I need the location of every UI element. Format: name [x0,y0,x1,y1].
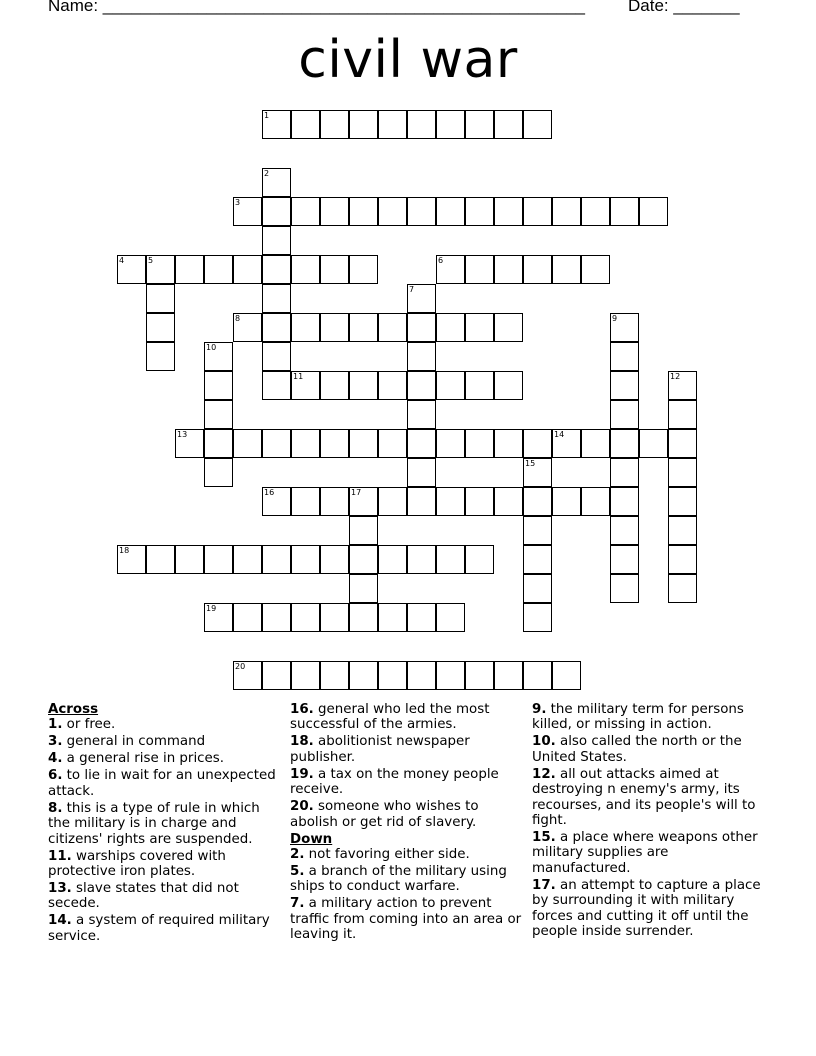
clue-item [48,849,280,880]
grid-cell[interactable] [320,429,349,458]
clue-item [290,864,522,895]
grid-cell[interactable] [291,197,320,226]
clue-number: 13. [48,881,72,897]
clue-number: 17. [532,877,556,893]
grid-cell[interactable] [465,110,494,139]
grid-cell[interactable] [465,487,494,516]
grid-cell[interactable] [349,371,378,400]
grid-cell[interactable] [407,342,436,371]
grid-cell[interactable] [407,197,436,226]
grid-cell[interactable] [668,516,697,545]
grid-cell[interactable] [407,313,436,342]
grid-cell[interactable] [349,197,378,226]
clue-text: to lie in wait for an unexpected attack. [48,768,276,799]
clue-text: a tax on the money people receive. [290,766,499,798]
grid-cell[interactable] [233,255,262,284]
grid-cell[interactable] [291,603,320,632]
clue-text: a branch of the military using ships to conduct warfare. [290,864,507,895]
grid-cell[interactable] [407,458,436,487]
grid-cell[interactable] [494,197,523,226]
clue-text: this is a type of rule in which the military is in charge and citizens' rights are suspended. [48,800,260,847]
clue-number: 20. [290,799,314,815]
clue-number-label: 11 [293,372,304,381]
down-heading: Down [290,831,333,847]
grid-cell[interactable] [668,458,697,487]
clue-number-label: 15 [525,459,536,468]
clue-item [290,799,522,830]
clue-number: 5. [290,864,305,880]
grid-cell[interactable] [262,197,291,226]
grid-cell[interactable] [436,545,465,574]
grid-cell[interactable] [233,603,262,632]
grid-cell[interactable] [610,458,639,487]
grid-cell[interactable] [610,574,639,603]
grid-cell[interactable] [465,197,494,226]
grid-cell[interactable] [523,603,552,632]
grid-cell[interactable] [262,603,291,632]
grid-cell[interactable] [668,574,697,603]
clue-number-label: 19 [206,604,217,613]
grid-cell[interactable] [320,255,349,284]
clue-number-label: 12 [670,372,681,381]
grid-cell[interactable] [262,226,291,255]
clue-item [290,702,522,733]
grid-cell[interactable] [262,313,291,342]
name-field-label: Name: ___________________________________________________ [48,0,585,15]
grid-cell[interactable] [349,545,378,574]
grid-cell[interactable] [291,255,320,284]
grid-cell[interactable] [378,371,407,400]
clue-number: 1. [48,717,63,733]
grid-cell[interactable] [465,429,494,458]
clue-number-label: 16 [264,488,275,497]
grid-cell[interactable] [262,284,291,313]
clue-item [290,767,522,798]
clue-item [48,768,280,799]
clue-item [48,913,280,944]
grid-cell[interactable] [204,400,233,429]
grid-cell[interactable] [262,545,291,574]
grid-cell[interactable] [291,313,320,342]
grid-cell[interactable] [494,487,523,516]
grid-cell[interactable] [581,487,610,516]
grid-cell[interactable] [175,255,204,284]
grid-cell[interactable] [494,371,523,400]
grid-cell[interactable] [494,313,523,342]
grid-cell[interactable] [291,429,320,458]
clue-number: 16. [290,702,314,717]
grid-cell[interactable] [552,487,581,516]
grid-cell[interactable] [320,197,349,226]
clue-text: also called the north or the United States. [532,734,742,765]
clue-number: 18. [290,734,314,750]
grid-cell[interactable] [320,313,349,342]
grid-cell[interactable] [610,487,639,516]
grid-cell[interactable] [262,429,291,458]
grid-cell[interactable] [668,429,697,458]
grid-cell[interactable] [639,429,668,458]
grid-cell[interactable] [378,487,407,516]
clue-number: 4. [48,751,63,767]
clue-number: 7. [290,896,305,912]
grid-cell[interactable] [407,429,436,458]
across-heading: Across [48,702,99,717]
grid-cell[interactable] [407,110,436,139]
grid-cell[interactable] [378,661,407,690]
clue-text: a military action to prevent traffic from coming into an area or leaving it. [290,896,522,943]
grid-cell[interactable] [610,545,639,574]
grid-cell[interactable] [262,371,291,400]
grid-cell[interactable] [262,255,291,284]
grid-cell[interactable] [204,371,233,400]
grid-cell[interactable] [146,342,175,371]
grid-cell[interactable] [320,545,349,574]
grid-cell[interactable] [349,574,378,603]
grid-cell[interactable] [291,545,320,574]
clue-column-2 [290,702,522,944]
grid-cell[interactable] [204,545,233,574]
clue-number-label: 7 [409,285,415,294]
clue-number-label: 6 [438,256,444,265]
clue-item [48,801,280,847]
grid-cell[interactable] [552,197,581,226]
grid-cell[interactable] [146,545,175,574]
grid-cell[interactable] [436,197,465,226]
grid-cell[interactable] [494,110,523,139]
grid-cell[interactable] [465,371,494,400]
grid-cell[interactable] [378,110,407,139]
grid-cell[interactable] [436,110,465,139]
clue-number-label: 4 [119,256,125,265]
clue-number: 10. [532,734,556,750]
grid-cell[interactable] [204,255,233,284]
clue-item [48,734,280,749]
clue-number: 11. [48,848,72,864]
clue-text: slave states that did not secede. [48,881,239,912]
clue-number: 12. [532,766,556,782]
clue-text: someone who wishes to abolish or get rid of slavery. [290,799,479,830]
grid-cell[interactable] [436,429,465,458]
grid-cell[interactable] [378,603,407,632]
clue-item [532,702,768,733]
grid-cell[interactable] [349,110,378,139]
grid-cell[interactable] [146,313,175,342]
clue-item [532,767,768,829]
grid-cell[interactable] [291,487,320,516]
grid-cell[interactable] [349,429,378,458]
grid-cell[interactable] [465,661,494,690]
grid-cell[interactable] [407,661,436,690]
grid-cell[interactable] [233,545,262,574]
grid-cell[interactable] [668,487,697,516]
puzzle-title: civil war [298,30,518,90]
clue-number-label: 8 [235,314,241,323]
grid-cell[interactable] [523,197,552,226]
grid-cell[interactable] [320,661,349,690]
grid-cell[interactable] [465,313,494,342]
grid-cell[interactable] [436,661,465,690]
grid-cell[interactable] [523,574,552,603]
grid-cell[interactable] [175,545,204,574]
grid-cell[interactable] [291,110,320,139]
grid-cell[interactable] [494,429,523,458]
clue-number: 2. [290,847,305,863]
grid-cell[interactable] [233,429,262,458]
grid-cell[interactable] [407,603,436,632]
clue-item [48,751,280,766]
grid-cell[interactable] [552,661,581,690]
grid-cell[interactable] [668,400,697,429]
grid-cell[interactable] [349,255,378,284]
grid-cell[interactable] [465,545,494,574]
grid-cell[interactable] [204,458,233,487]
clue-number: 9. [532,702,547,717]
grid-cell[interactable] [465,255,494,284]
grid-cell[interactable] [378,197,407,226]
grid-cell[interactable] [436,487,465,516]
grid-cell[interactable] [378,545,407,574]
grid-cell[interactable] [436,313,465,342]
grid-cell[interactable] [581,197,610,226]
clue-number-label: 13 [177,430,188,439]
clue-text: abolitionist newspaper publisher. [290,734,470,765]
clue-item [290,734,522,765]
clue-number-label: 9 [612,314,618,323]
clue-number: 15. [532,830,556,846]
grid-cell[interactable] [523,255,552,284]
grid-cell[interactable] [349,516,378,545]
clue-number-label: 2 [264,169,270,178]
grid-cell[interactable] [349,603,378,632]
grid-cell[interactable] [262,661,291,690]
grid-cell[interactable] [436,371,465,400]
grid-cell[interactable] [610,429,639,458]
clue-text: the military term for persons killed, or missing in action. [532,702,744,733]
grid-cell[interactable] [262,342,291,371]
clue-column-1 [48,702,280,946]
grid-cell[interactable] [523,661,552,690]
clue-number-label: 17 [351,488,362,497]
grid-cell[interactable] [581,429,610,458]
clue-text: an attempt to capture a place by surrounding it with military forces and cutting it off until the people inside surrender. [532,877,761,940]
grid-cell[interactable] [610,400,639,429]
grid-cell[interactable] [523,545,552,574]
clue-item [290,896,522,942]
grid-cell[interactable] [349,661,378,690]
clue-text: a system of required military service. [48,913,270,944]
grid-cell[interactable] [407,487,436,516]
date-field-label: Date: _______ [628,0,740,15]
clue-column-3 [532,702,768,941]
grid-cell[interactable] [610,371,639,400]
grid-cell[interactable] [581,255,610,284]
grid-cell[interactable] [320,371,349,400]
grid-cell[interactable] [523,110,552,139]
clue-number: 3. [48,734,63,750]
clue-item [290,847,522,862]
clue-text: not favoring either side. [304,847,470,863]
clue-text: or free. [62,717,116,733]
clue-number-label: 3 [235,198,241,207]
grid-cell[interactable] [639,197,668,226]
clue-text: general in command [62,734,206,750]
grid-cell[interactable] [523,516,552,545]
clue-number: 19. [290,766,314,782]
grid-cell[interactable] [494,661,523,690]
grid-cell[interactable] [320,603,349,632]
grid-cell[interactable] [291,661,320,690]
clue-number-label: 1 [264,111,270,120]
clue-text: a place where weapons other military supplies are manufactured. [532,830,758,876]
grid-cell[interactable] [494,255,523,284]
grid-cell[interactable] [610,516,639,545]
clue-text: warships covered with protective iron plates. [48,848,226,880]
grid-cell[interactable] [610,197,639,226]
clue-text: a general rise in prices. [62,751,224,767]
clue-number: 14. [48,913,72,929]
grid-cell[interactable] [378,429,407,458]
clue-item [532,734,768,765]
grid-cell[interactable] [610,342,639,371]
grid-cell[interactable] [552,255,581,284]
clue-number: 8. [48,800,63,816]
grid-cell[interactable] [436,603,465,632]
clue-number-label: 18 [119,546,130,555]
clue-text: all out attacks aimed at destroying n enemy's army, its recourses, and its people's will to fight. [532,766,756,829]
clue-number-label: 20 [235,662,246,671]
grid-cell[interactable] [523,487,552,516]
grid-cell[interactable] [378,313,407,342]
clue-item [532,830,768,876]
grid-cell[interactable] [204,429,233,458]
clue-text: general who led the most successful of the armies. [290,702,490,733]
grid-cell[interactable] [320,487,349,516]
grid-cell[interactable] [146,284,175,313]
clue-number-label: 5 [148,256,154,265]
grid-cell[interactable] [320,110,349,139]
clue-number-label: 14 [554,430,565,439]
clue-number: 6. [48,768,63,784]
grid-cell[interactable] [349,313,378,342]
grid-cell[interactable] [407,371,436,400]
clue-item [48,881,280,912]
grid-cell[interactable] [523,429,552,458]
clue-number-label: 10 [206,343,217,352]
grid-cell[interactable] [407,545,436,574]
clue-item [48,717,280,732]
clue-item [532,878,768,940]
grid-cell[interactable] [407,400,436,429]
grid-cell[interactable] [668,545,697,574]
